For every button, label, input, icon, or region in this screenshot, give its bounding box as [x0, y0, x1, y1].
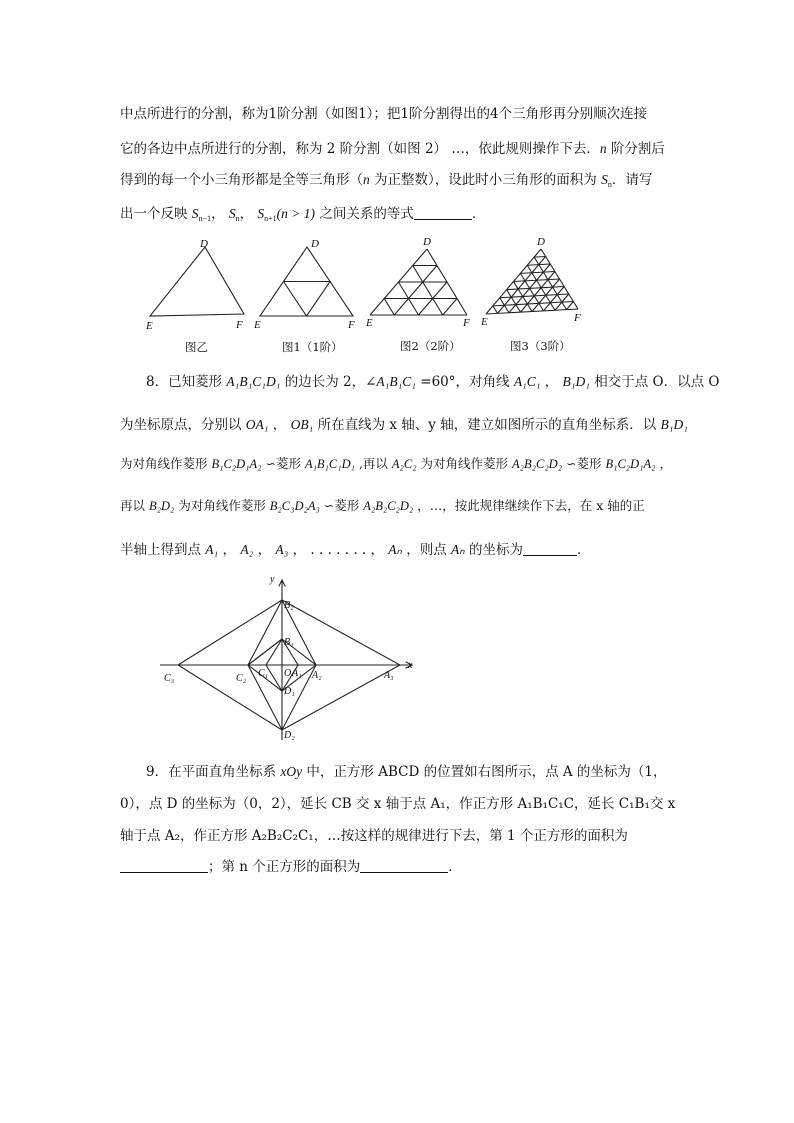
p7-line3-c: ．请写: [611, 172, 653, 188]
p8-diag-2: B₁D₁: [562, 374, 590, 389]
fig2-F: F: [463, 317, 470, 329]
p7-line3-b: 为正整数），设此时小三角形的面积为: [369, 172, 602, 188]
p7-line3-a: 得到的每一个小三角形都是全等三角形（: [120, 172, 363, 188]
p9-l2: 0），点 D 的坐标为（0，2），延长 CB 交 x 轴于点 A₁，作正方形 A₁B₁C₁C，延长 C₁B₁交 x: [120, 796, 676, 812]
caption-fig-1: 图1（1阶）: [282, 340, 343, 354]
p7-answer-blank[interactable]: [414, 207, 472, 220]
p7-line-3: [120, 168, 652, 189]
fig3-D: D: [537, 236, 545, 248]
p8-l5-p3: A₃: [275, 542, 289, 557]
label-B1: B₁: [284, 637, 294, 648]
p8-l1-a: 8．已知菱形: [146, 374, 227, 390]
p8-bd: B₁D₁: [660, 417, 688, 432]
fig0-E: E: [146, 320, 153, 332]
p7-var-n2: n: [363, 172, 370, 187]
p8-angle: A₁B₁C₁: [376, 374, 416, 389]
label-x: x: [408, 660, 413, 671]
p8-l3-r3: A₂B₂C₂D₂: [512, 457, 563, 471]
p8-l3-c: ,再以: [354, 456, 392, 471]
p8-l3-a: 为对角线作菱形: [120, 456, 212, 471]
p8-l3-f: ，: [655, 456, 672, 471]
p8-l5-c: ，则点: [401, 542, 452, 558]
label-D1: D₁: [284, 686, 295, 697]
p7-S2-sub: n: [235, 214, 240, 223]
p8-ob: OB₁: [290, 417, 314, 432]
p7-S1-sub: n−1: [198, 214, 212, 223]
p9-l1-b: 中，正方形 ABCD 的位置如右图所示，点 A 的坐标为（1，: [302, 764, 667, 780]
p7-line-2: [120, 137, 665, 157]
p9-answer-blank-1[interactable]: [120, 860, 208, 873]
label-D2: D₂: [284, 730, 295, 741]
p8-l4-c: ∽菱形: [319, 498, 364, 513]
p7-line-1: [120, 102, 647, 122]
p8-l1-b: 的边长为 2，∠: [280, 374, 377, 390]
p8-l1-c: =60°，对角线: [415, 374, 514, 390]
label-A3: A₃: [384, 670, 394, 681]
p8-answer-blank[interactable]: [523, 543, 577, 556]
p8-l5-p1: A₁: [205, 542, 219, 557]
p8-l3-r4: B₁C₂D₁A₂: [605, 457, 656, 471]
caption-fig-yi: 图乙: [185, 340, 208, 354]
fig0-D: D: [200, 238, 208, 250]
p9-line-3: [120, 824, 628, 844]
triangle-plain: [150, 247, 244, 316]
label-A2: A₂: [312, 670, 322, 681]
fig2-E: E: [366, 317, 373, 329]
p7-var-S: S: [601, 172, 608, 187]
label-O: O: [284, 668, 292, 679]
p7-line2-text: 它的各边中点所进行的分割，称为 2 阶分割（如图 2） …，依此规则操作下去．: [120, 141, 600, 157]
fig1-E: E: [254, 319, 261, 331]
caption-fig-3: 图3（3阶）: [510, 339, 571, 353]
p9-l4-a: ；第 n 个正方形的面积为: [208, 859, 361, 875]
p8-l2-b: ，: [268, 417, 291, 433]
p9-l1-a: 9．在平面直角坐标系: [146, 764, 281, 780]
p8-l4-bd: B₂D₂: [148, 499, 175, 513]
p8-l3-ac: A₂C₂: [391, 457, 417, 471]
p8-l4-a: 再以: [120, 498, 149, 513]
p7-sep2: ，: [239, 206, 258, 222]
p8-diag-1: A₁C₁: [513, 374, 541, 389]
p7-line4-b: 之间关系的等式: [315, 206, 414, 222]
p8-l2-c: 所在直线为 x 轴、y 轴，建立如图所示的直角坐标系．以: [313, 417, 661, 433]
p8-l5-s1: ，: [218, 542, 241, 558]
label-C1: C₁: [258, 668, 269, 679]
p8-l5-d: 的坐标为: [464, 542, 523, 558]
label-C2: C₂: [236, 673, 247, 684]
p7-line-4: [120, 202, 485, 223]
p7-S2: S: [228, 206, 236, 221]
p9-l4-end: ．: [448, 859, 462, 875]
p8-l5-a: 半轴上得到点: [120, 542, 206, 558]
p8-l5-pn: Aₙ: [388, 542, 402, 557]
fig1-F: F: [348, 319, 355, 331]
label-A1: A₁: [292, 668, 302, 679]
p7-condition: (n > 1): [276, 206, 316, 221]
p8-l5-s2: ，: [253, 542, 276, 558]
p8-line-5: [120, 538, 590, 558]
fig3-F: F: [574, 312, 581, 324]
p8-l4-r2: A₂B₂C₂D₂: [363, 499, 414, 513]
triangle-order3: [486, 249, 578, 314]
triangle-order1: [260, 247, 353, 316]
triangle-order2: [370, 249, 467, 315]
p7-S3-sub: n+1: [264, 214, 277, 223]
triangle-figures: [0, 234, 794, 354]
label-B2: B₂: [284, 600, 294, 611]
p8-l5-b: ， . . . . . . . ，: [288, 542, 389, 558]
p8-l4-b: 为对角线作菱形: [174, 498, 270, 513]
p9-l3: 轴于点 A₂，作正方形 A₂B₂C₂C₁，…按这样的规律进行下去，第 1 个正方形的面积为: [120, 828, 628, 844]
p7-S3: S: [257, 206, 265, 221]
p8-l1-d: ，: [540, 374, 563, 390]
p8-line-1: [146, 370, 719, 390]
p8-l4-d: ，…，按此规律继续作下去，在 x 轴的正: [413, 498, 645, 513]
p7-S1: S: [191, 206, 199, 221]
p8-l1-e: 相交于点 O．以点 O: [589, 374, 720, 390]
p8-l3-r1: B₁C₂D₁A₂: [211, 457, 262, 471]
p8-l2-a: 为坐标原点，分别以: [120, 417, 246, 433]
label-C3: C₃: [164, 673, 175, 684]
fig1-D: D: [311, 238, 319, 250]
p8-line-4: [120, 496, 645, 514]
p8-oa: OA₁: [245, 417, 269, 432]
p8-l3-r2: A₁B₁C₁D₁: [304, 457, 355, 471]
fig2-D: D: [423, 236, 431, 248]
fig0-F: F: [236, 319, 243, 331]
fig3-E: E: [481, 316, 488, 328]
p9-line-2: [120, 792, 675, 812]
rhombus-figure: [0, 570, 794, 750]
p8-l4-r1: B₂C₃D₂A₃: [269, 499, 320, 513]
p7-var-S-sub: n: [607, 180, 612, 189]
p8-line-3: [120, 454, 672, 472]
p9-answer-blank-2[interactable]: [360, 860, 448, 873]
p7-var-n: n: [599, 141, 607, 156]
p8-l3-b: ∽菱形: [261, 456, 305, 471]
p8-l3-d: 为对角线作菱形: [416, 456, 513, 471]
p8-l5-end: ．: [576, 542, 591, 558]
p9-line-1: [146, 760, 667, 780]
label-y: y: [270, 574, 275, 585]
p7-line4-end: ．: [471, 206, 486, 222]
p8-line-2: [120, 413, 688, 433]
p7-line4-a: 出一个反映: [120, 206, 192, 222]
p8-l5-pn2: Aₙ: [451, 542, 465, 557]
p8-l3-e: ∽菱形: [562, 456, 606, 471]
p7-line1-text: 中点所进行的分割，称为1阶分割（如图1）；把1阶分割得出的4个三角形再分别顺次连接: [120, 106, 648, 122]
p8-l5-p2: A₂: [240, 542, 254, 557]
p8-rhombus-1: A₁B₁C₁D₁: [226, 374, 281, 389]
caption-fig-2: 图2（2阶）: [400, 339, 461, 353]
p9-line-4: [120, 855, 462, 875]
p9-xoy: xOy: [280, 764, 303, 779]
p7-line2-tail: 阶分割后: [606, 141, 665, 157]
p7-sep1: ，: [211, 206, 229, 222]
